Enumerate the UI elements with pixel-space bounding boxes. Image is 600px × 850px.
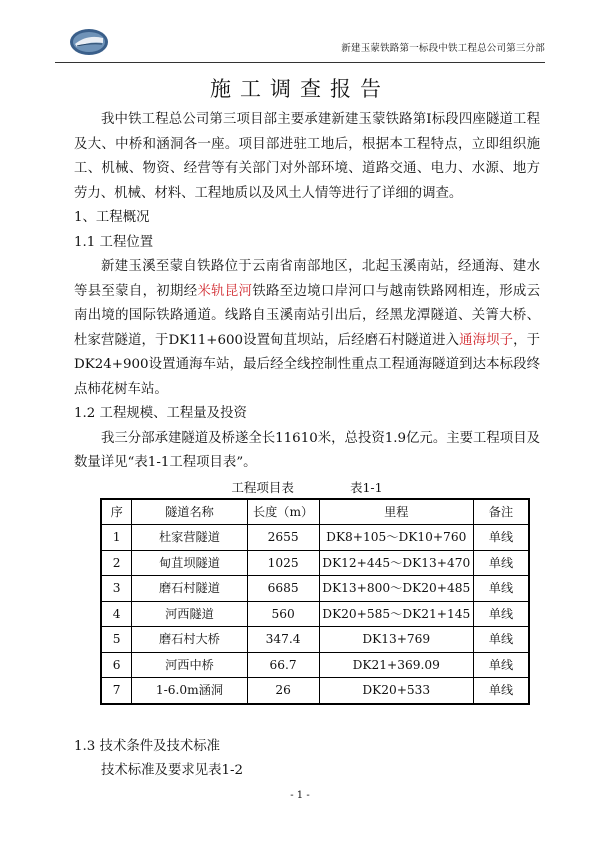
table-caption-number: 表1-1 bbox=[349, 479, 383, 495]
table-caption-title: 工程项目表 bbox=[231, 479, 294, 495]
section-1-3-heading: 1.3 技术条件及技术标准 bbox=[74, 738, 221, 754]
table-header-cell: 长度（m） bbox=[247, 499, 319, 525]
table-cell: 磨石村隧道 bbox=[132, 576, 247, 602]
table-header-cell: 里程 bbox=[319, 499, 473, 525]
table-row bbox=[101, 601, 529, 627]
s11-text-a: 新建玉溪至蒙自铁路位于云南省南部地区，北起玉溪南站，经通海、建水等县至蒙自，初期经 bbox=[74, 259, 540, 299]
section-1-1-paragraph bbox=[74, 255, 540, 402]
train-logo-icon bbox=[69, 28, 109, 56]
table-cell: 河西隧道 bbox=[132, 601, 247, 627]
s11-highlight-1: 米轨昆河 bbox=[197, 283, 253, 299]
table-cell: 2 bbox=[101, 550, 132, 576]
table-cell: DK20+533 bbox=[319, 678, 473, 704]
intro-paragraph: 我中铁工程总公司第三项目部主要承建新建玉蒙铁路第Ⅰ标段四座隧道工程及大、中桥和涵洞各一座。项目部进驻工地后，根据本工程特点，立即组织施工、机械、物资、经营等有关部门对外部环境、道路交通、电力、水源、地方劳力、机械、材料、工程地质以及风土人情等进行了详细的调查。 bbox=[74, 112, 540, 201]
table-cell: 磨石村大桥 bbox=[132, 627, 247, 653]
table-cell: 河西中桥 bbox=[132, 652, 247, 678]
table-cell: DK20+585～DK21+145 bbox=[319, 601, 473, 627]
table-cell: 560 bbox=[247, 601, 319, 627]
table-header-cell: 隧道名称 bbox=[132, 499, 247, 525]
section-1-3-paragraph: 技术标准及要求见表1-2 bbox=[101, 763, 244, 778]
table-cell: 甸苴坝隧道 bbox=[132, 550, 247, 576]
page-number: - 1 - bbox=[290, 790, 310, 801]
table-cell: 26 bbox=[247, 678, 319, 704]
table-cell: 3 bbox=[101, 576, 132, 602]
section-1-1-heading: 1.1 工程位置 bbox=[74, 234, 154, 250]
table-row bbox=[101, 576, 529, 602]
table-cell: 单线 bbox=[473, 678, 529, 704]
section-1-2-paragraph: 我三分部承建隧道及桥遂全长11610米，总投资1.9亿元。主要工程项目及数量详见“表1-1工程项目表”。 bbox=[74, 430, 540, 470]
table-cell: 单线 bbox=[473, 550, 529, 576]
table-cell: DK12+445～DK13+470 bbox=[319, 550, 473, 576]
table-cell: DK8+105～DK10+760 bbox=[319, 525, 473, 551]
table-cell: 1-6.0m涵洞 bbox=[132, 678, 247, 704]
table-header-cell: 备注 bbox=[473, 499, 529, 525]
table-row bbox=[101, 678, 529, 704]
table-cell: 单线 bbox=[473, 576, 529, 602]
section-1-heading: 1、工程概况 bbox=[74, 210, 150, 225]
table-cell: 7 bbox=[101, 678, 132, 704]
page-title: 施工调查报告 bbox=[210, 77, 390, 101]
page-header bbox=[55, 22, 545, 64]
table-row bbox=[101, 550, 529, 576]
project-table bbox=[100, 498, 530, 705]
table-cell: 1025 bbox=[247, 550, 319, 576]
s11-text-b: 铁路至边境口岸河口与越南铁路网相连，形成云南出境的国际铁路通道。线路自玉溪南站引出后，经黑龙潭隧道、关箐大桥、杜家营隧道，于DK11+600设置甸苴坝站，后经磨石村隧道进入 bbox=[74, 283, 541, 348]
table-cell: 6685 bbox=[247, 576, 319, 602]
document-body bbox=[74, 108, 540, 784]
section-1-2-heading: 1.2 工程规模、工程量及投资 bbox=[74, 406, 247, 421]
table-cell: 4 bbox=[101, 601, 132, 627]
table-cell: 单线 bbox=[473, 652, 529, 678]
s11-text-c: ，于DK24+900设置通海车站，最后经全线控制性重点工程通海隧道到达本标段终点柿花树车站。 bbox=[74, 332, 541, 397]
header-rule bbox=[55, 62, 545, 63]
table-cell: 66.7 bbox=[247, 652, 319, 678]
table-cell: 2655 bbox=[247, 525, 319, 551]
table-cell: 单线 bbox=[473, 627, 529, 653]
table-cell: 5 bbox=[101, 627, 132, 653]
table-cell: 1 bbox=[101, 525, 132, 551]
table-header-cell: 序 bbox=[101, 499, 132, 525]
header-org-text: 新建玉蒙铁路第一标段中铁工程总公司第三分部 bbox=[341, 43, 545, 54]
table-cell: 杜家营隧道 bbox=[132, 525, 247, 551]
table-cell: 6 bbox=[101, 652, 132, 678]
table-caption bbox=[74, 478, 540, 498]
table-row bbox=[101, 525, 529, 551]
spacer bbox=[74, 705, 540, 735]
table-cell: DK13+769 bbox=[319, 627, 473, 653]
s11-highlight-2: 通海坝子 bbox=[459, 332, 514, 348]
table-row bbox=[101, 627, 529, 653]
table-cell: DK21+369.09 bbox=[319, 652, 473, 678]
table-cell: 347.4 bbox=[247, 627, 319, 653]
table-row bbox=[101, 652, 529, 678]
table-header-row bbox=[101, 499, 529, 525]
table-cell: 单线 bbox=[473, 601, 529, 627]
table-cell: DK13+800～DK20+485 bbox=[319, 576, 473, 602]
table-cell: 单线 bbox=[473, 525, 529, 551]
